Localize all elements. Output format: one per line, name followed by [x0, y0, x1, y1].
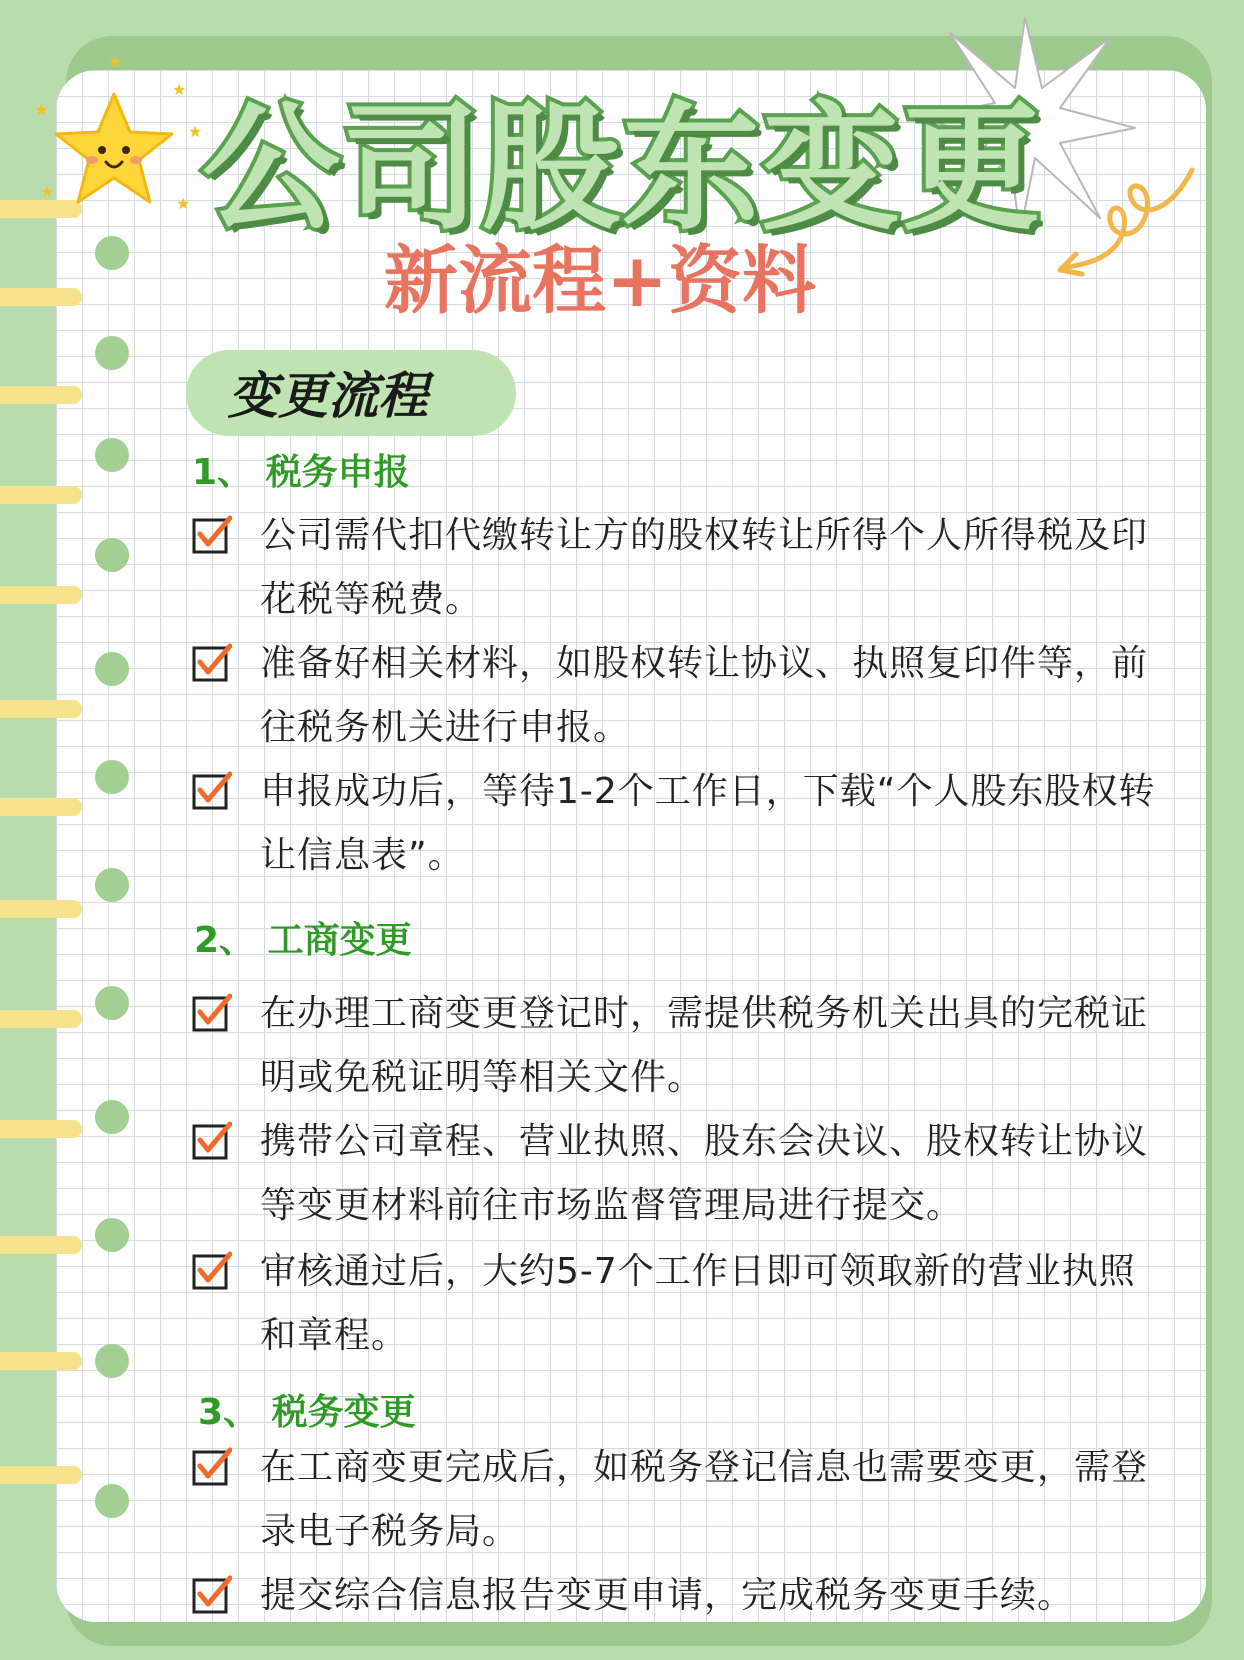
section-label: 变更流程 [228, 367, 428, 425]
checkbox-icon [192, 642, 232, 682]
ring-hole [95, 760, 129, 794]
list-item-text: 在工商变更完成后，如税务登记信息也需要变更，需登录电子税务局。 [260, 1447, 1149, 1552]
main-title: 公司股东变更 [201, 88, 1042, 249]
checkbox-icon [192, 514, 232, 554]
subtitle: 新流程+资料 [383, 238, 816, 324]
ring-bar [0, 1466, 82, 1484]
list-item-text: 申报成功后，等待1-2个工作日，下载“个人股东股权转让信息表”。 [260, 771, 1156, 876]
ring-hole [95, 868, 129, 902]
ring-bar [0, 1120, 82, 1138]
sparkle-icon: ★ [172, 80, 187, 99]
checkbox-icon [192, 992, 232, 1032]
ring-hole [95, 336, 129, 370]
ring-hole [95, 438, 129, 472]
ring-bar [0, 900, 82, 918]
ring-bar [0, 486, 82, 504]
ring-bar [0, 798, 82, 816]
list-item-text: 携带公司章程、营业执照、股东会决议、股权转让协议等变更材料前往市场监督管理局进行提交。 [260, 1121, 1149, 1226]
ring-hole [95, 1100, 129, 1134]
step-heading: 1、 税务申报 [192, 452, 410, 493]
ring-hole [95, 1344, 129, 1378]
ring-hole [95, 538, 129, 572]
sparkle-icon: ★ [108, 52, 123, 71]
sparkle-icon: ★ [34, 100, 49, 119]
ring-hole [95, 652, 129, 686]
checkbox-icon [192, 770, 232, 810]
list-item-text: 公司需代扣代缴转让方的股权转让所得个人所得税及印花税等税费。 [260, 515, 1149, 620]
ring-bar [0, 700, 82, 718]
checkbox-icon [192, 1120, 232, 1160]
list-item-text: 提交综合信息报告变更申请，完成税务变更手续。 [260, 1575, 1075, 1616]
sparkle-icon: ★ [176, 194, 191, 213]
ring-bar [0, 386, 82, 404]
sparkle-icon: ★ [188, 122, 203, 141]
list-item-text: 在办理工商变更登记时，需提供税务机关出具的完税证明或免税证明等相关文件。 [260, 993, 1149, 1098]
checkbox-icon [192, 1446, 232, 1486]
checkbox-icon [192, 1574, 232, 1614]
ring-hole [95, 1218, 129, 1252]
ring-bar [0, 1352, 82, 1370]
ring-hole [95, 986, 129, 1020]
list-item-text: 准备好相关材料，如股权转让协议、执照复印件等，前往税务机关进行申报。 [260, 643, 1149, 748]
ring-bar [0, 1236, 82, 1254]
step-heading: 3、 税务变更 [198, 1392, 416, 1433]
sparkle-icon: ★ [40, 182, 55, 201]
list-item-text: 审核通过后，大约5-7个工作日即可领取新的营业执照和章程。 [260, 1251, 1136, 1356]
ring-hole [95, 1484, 129, 1518]
ring-bar [0, 1010, 82, 1028]
checkbox-icon [192, 1250, 232, 1290]
ring-bar [0, 586, 82, 604]
step-heading: 2、 工商变更 [194, 920, 412, 961]
